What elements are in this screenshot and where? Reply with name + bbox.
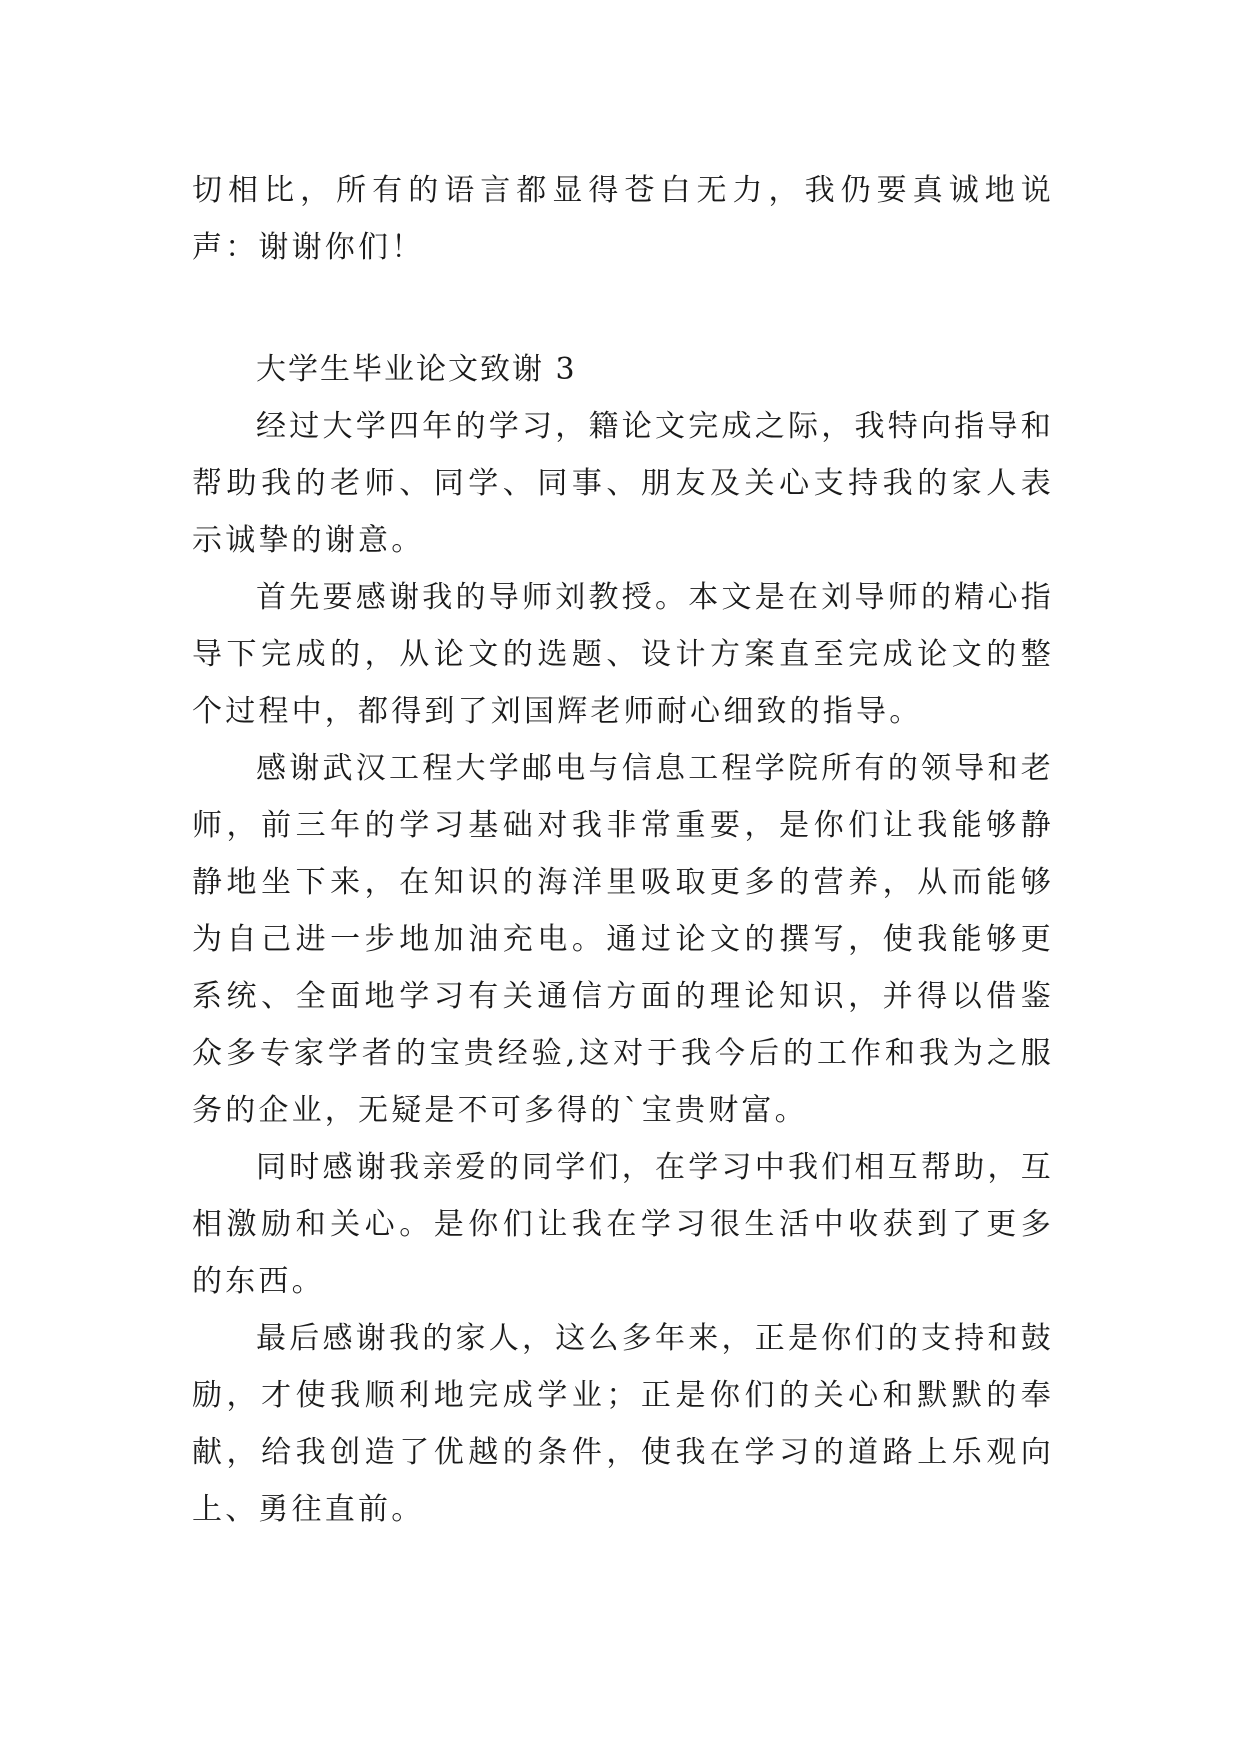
paragraph-classmates: 同时感谢我亲爱的同学们，在学习中我们相互帮助，互相激励和关心。是你们让我在学习很生活中收获到了更多的东西。: [192, 1150, 1054, 1299]
paragraph-faculty: 感谢武汉工程大学邮电与信息工程学院所有的领导和老师，前三年的学习基础对我非常重要，是你们让我能够静静地坐下来，在知识的海洋里吸取更多的营养，从而能够为自己进一步地加油充电。通过论文的撰写，使我能够更系统、全面地学习有关通信方面的理论知识，并得以借鉴众多专家学者的宝贵经验,这对于我今后的工作和我为之服务的企业，无疑是不可多得的`宝贵财富。: [192, 751, 1054, 1128]
paragraph-advisor: 首先要感谢我的导师刘教授。本文是在刘导师的精心指导下完成的，从论文的选题、设计方案直至完成论文的整个过程中，都得到了刘国辉老师耐心细致的指导。: [192, 580, 1054, 729]
paragraph-family: 最后感谢我的家人，这么多年来，正是你们的支持和鼓励，才使我顺利地完成学业；正是你们的关心和默默的奉献，给我创造了优越的条件，使我在学习的道路上乐观向上、勇往直前。: [192, 1321, 1054, 1527]
paragraph-intro: 经过大学四年的学习，籍论文完成之际，我特向指导和帮助我的老师、同学、同事、朋友及关心支持我的家人表示诚挚的谢意。: [192, 409, 1054, 558]
section-spacer: [192, 276, 1054, 341]
section-heading: 大学生毕业论文致谢 3: [256, 352, 577, 387]
document-body: [192, 162, 1054, 1538]
continued-paragraph: 切相比，所有的语言都显得苍白无力，我仍要真诚地说声：谢谢你们！: [192, 173, 1054, 265]
